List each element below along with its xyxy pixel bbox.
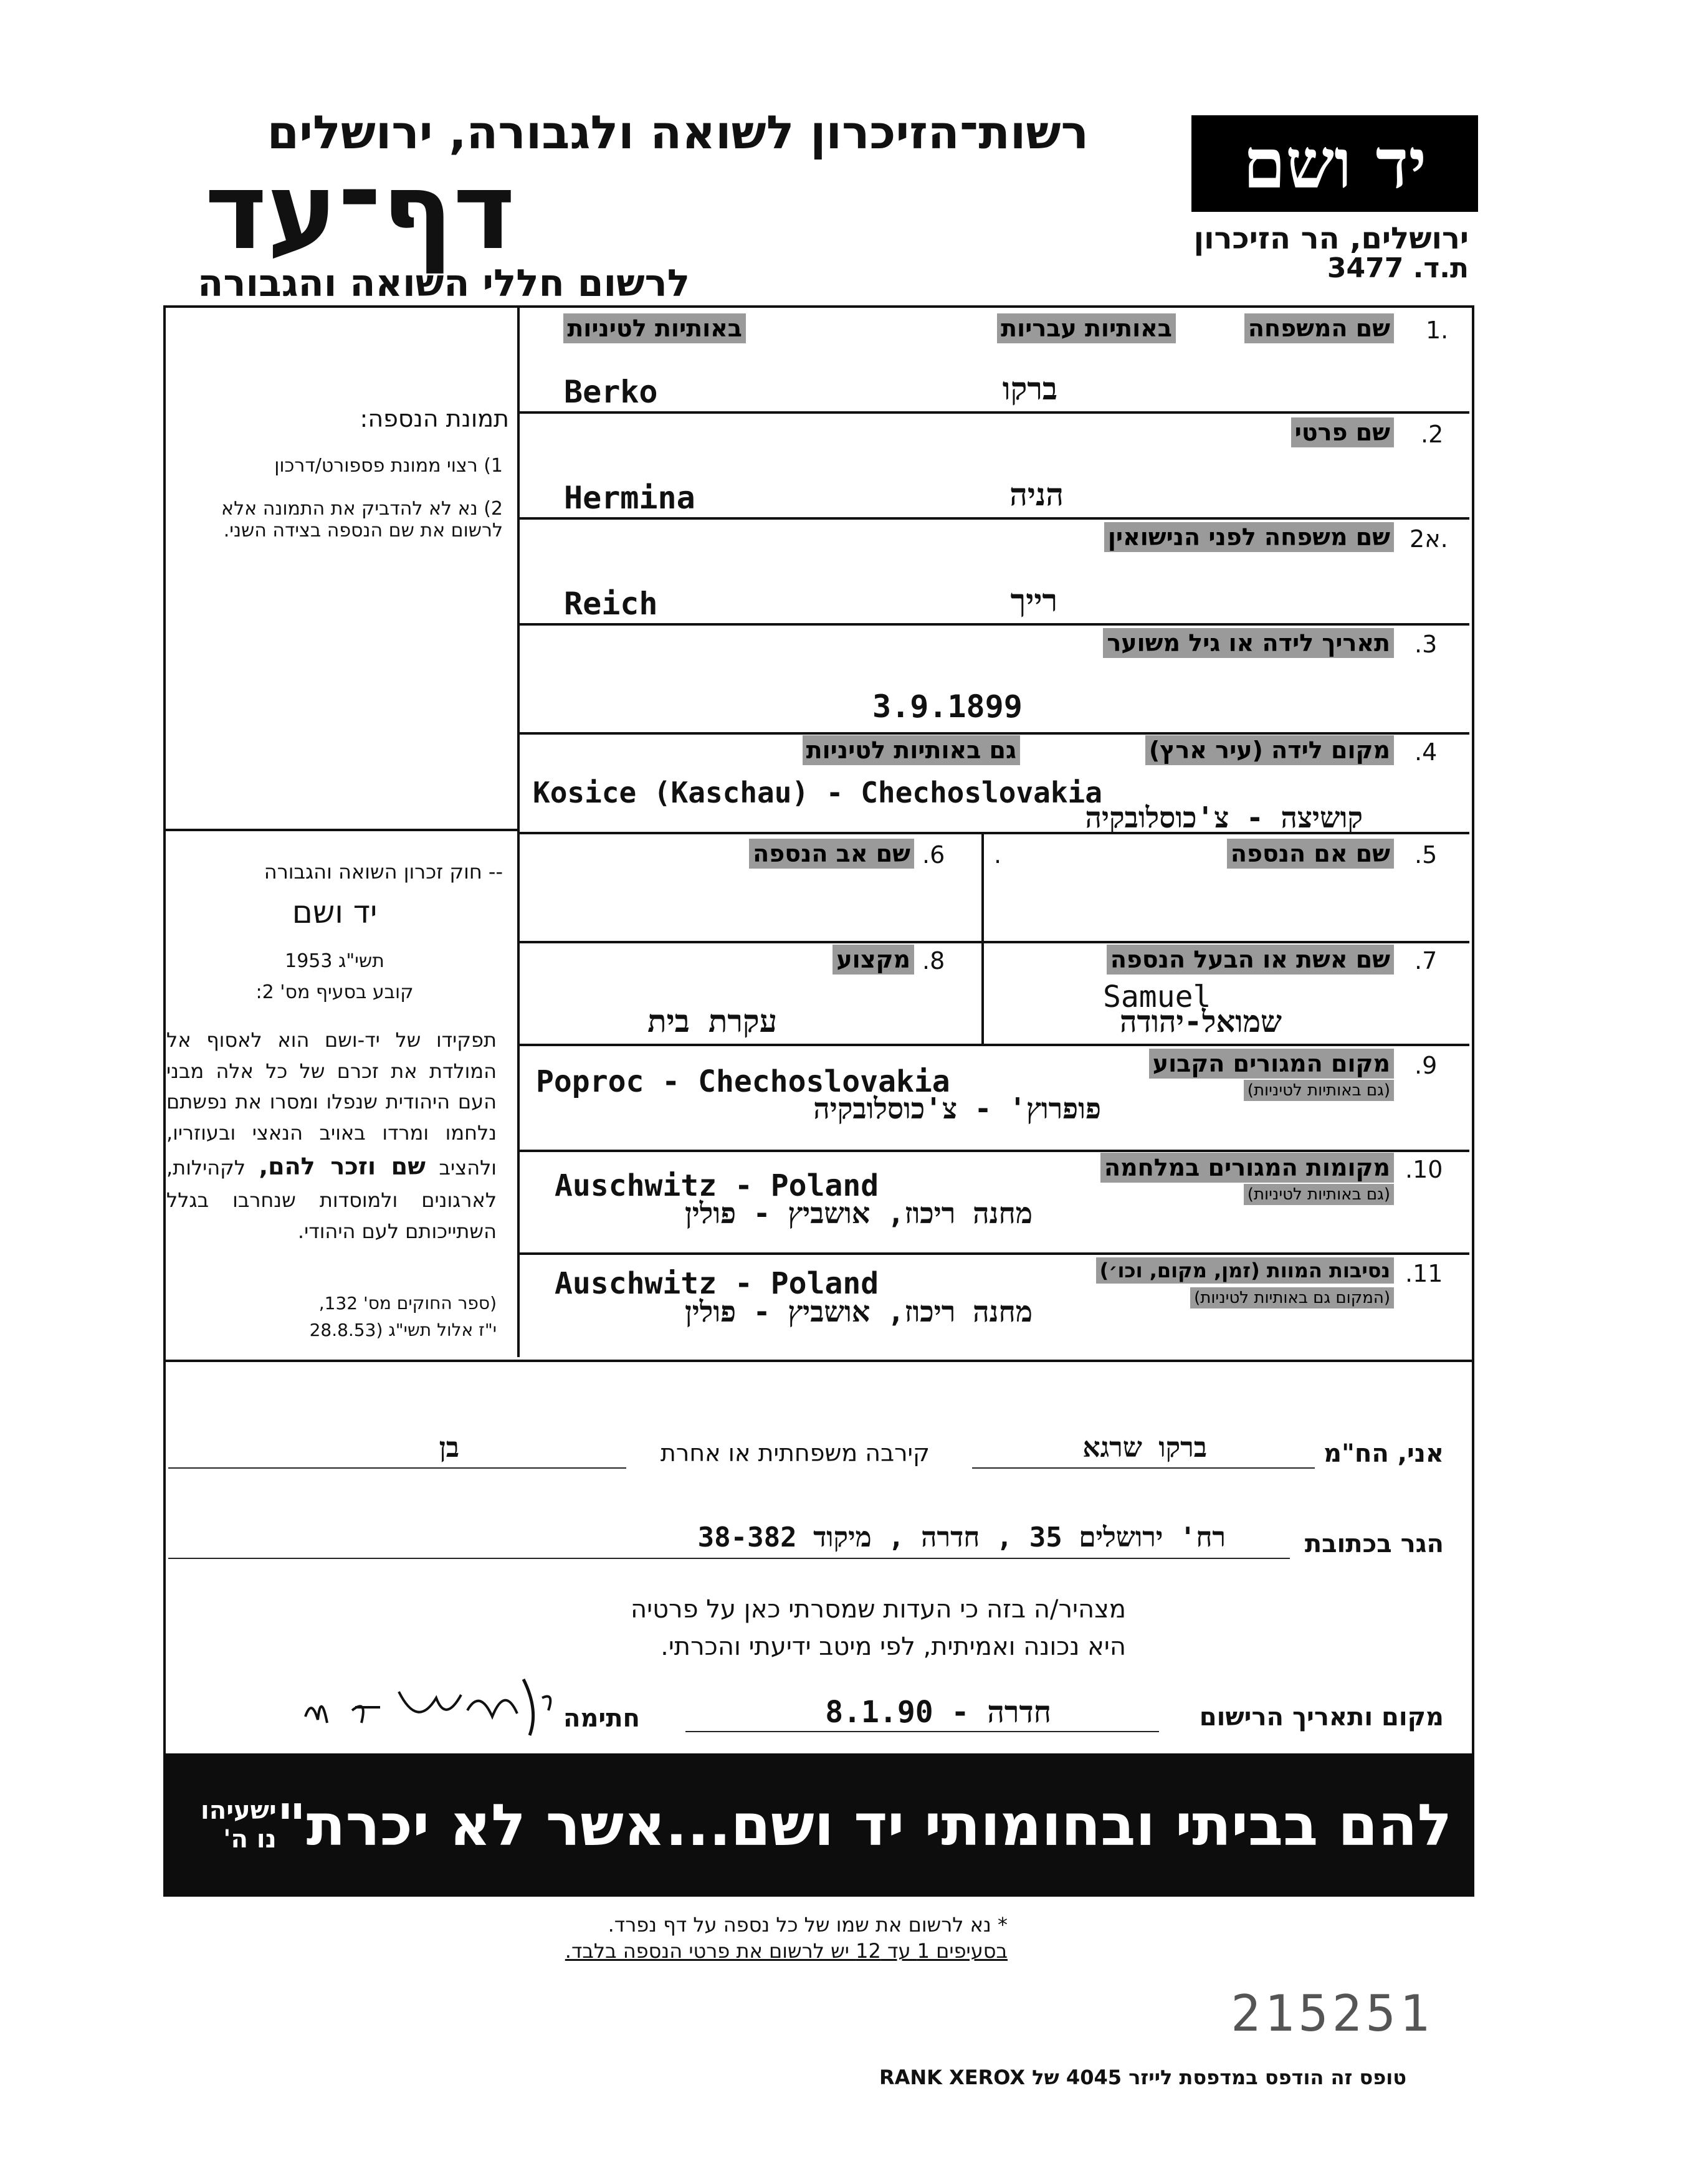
relation-value: בן (439, 1432, 459, 1464)
field-2a-value-hebrew: רייך (1010, 583, 1057, 619)
field-9-sub: (גם באותיות לטיניות) (1244, 1080, 1394, 1101)
row-sep-3 (517, 623, 1469, 626)
law-title: -- חוק זכרון השואה והגבורה (264, 860, 503, 884)
field-4-label-wrap (1145, 736, 1394, 764)
field-1-value-hebrew: ברקו (1002, 371, 1057, 407)
signature-label: חתימה (563, 1704, 640, 1733)
address-value: רח' ירושלים 35 , חדרה , מיקוד 38-382 (697, 1522, 1226, 1553)
logo-address-line2: ת.ד. 3477 (1327, 252, 1469, 284)
field-2a-label: שם משפחה לפני הנישואין (1104, 522, 1394, 552)
law-text-part2: לקהילות, לארגונים ולמוסדות שנחרבו בגלל השתייכותם לעם היהודי. (166, 1156, 497, 1243)
field-2-number: .2 (1421, 421, 1444, 448)
field-11-value-hebrew: מחנה ריכוז, אושביץ - פולין (685, 1295, 1033, 1328)
field-11-number: .11 (1405, 1260, 1443, 1287)
law-text-bold: שם וזכר להם, (259, 1153, 426, 1181)
field-11-sub: (המקום גם באותיות לטיניות) (1190, 1287, 1394, 1308)
field-1-sub-latin-wrap (563, 315, 746, 342)
field-10-label-wrap (1100, 1154, 1394, 1181)
field-1-sub-hebrew: באותיות עבריות (997, 313, 1176, 343)
field-7-value-hebrew: שמואל-יהודה (1119, 1004, 1282, 1039)
field-1-number: 1. (1426, 317, 1449, 344)
field-3-label: תאריך לידה או גיל משוער (1103, 628, 1394, 658)
field-1-value-latin: Berko (564, 374, 658, 410)
field-7-value-latin: Samuel (1103, 980, 1211, 1014)
field-8-value: עקרת בית (647, 1003, 777, 1039)
logo-text: יד ושם (1243, 123, 1427, 204)
field-1-label-wrap (1244, 315, 1394, 342)
field-5-value: . (994, 841, 1002, 869)
field-4-number: .4 (1415, 738, 1438, 766)
field-9-value-latin: Poproc - Chechoslovakia (536, 1064, 950, 1099)
field-10-number: .10 (1405, 1156, 1443, 1183)
law-year: תשי"ג 1953 (285, 950, 384, 972)
printer-note: טופס זה הודפס במדפסת לייזר 4045 של RANK XEROX (879, 2066, 1406, 2089)
row-sep-1 (517, 411, 1469, 414)
field-2-label-wrap (1291, 419, 1394, 446)
field-2a-value-latin: Reich (564, 586, 658, 622)
authority-name: רשות־הזיכרון לשואה ולגבורה, ירושלים (267, 106, 1089, 160)
form-subtitle: לרשום חללי השואה והגבורה (198, 262, 690, 305)
field-7-label-wrap (1107, 946, 1394, 973)
statement-1: מצהיר/ה בזה כי העדות שמסרתי כאן על פרטיה (631, 1595, 1126, 1624)
field-10-label: מקומות המגורים במלחמה (1100, 1153, 1394, 1183)
field-10-sub: (גם באותיות לטיניות) (1244, 1184, 1394, 1205)
place-date-line (685, 1731, 1159, 1732)
field-3-number: .3 (1415, 631, 1438, 658)
field-2a-label-wrap (1104, 523, 1394, 551)
field-9-number: .9 (1415, 1052, 1438, 1079)
mid-divider (981, 832, 984, 1044)
field-1-sub-latin: באותיות לטיניות (563, 313, 746, 343)
field-5-label: שם אם הנספה (1227, 839, 1394, 869)
field-10-value-latin: Auschwitz - Poland (555, 1168, 879, 1203)
logo-address-line1: ירושלים, הר הזיכרון (1193, 221, 1469, 256)
row-sep-9 (517, 1252, 1469, 1255)
law-clause: קובע בסעיף מס' 2: (255, 981, 414, 1003)
row-sep-4 (517, 732, 1469, 735)
field-6-number: .6 (922, 841, 945, 869)
field-2-value-hebrew: הניה (1009, 477, 1064, 513)
field-11-sub-wrap (1190, 1289, 1394, 1307)
declarant-label: אני, הח"מ (1324, 1439, 1444, 1468)
sidebar-hdivider (163, 829, 518, 831)
row-sep-2 (517, 517, 1469, 520)
field-6-label: שם אב הנספה (749, 839, 914, 869)
field-9-label: מקום המגורים הקבוע (1149, 1049, 1394, 1079)
law-name: יד ושם (292, 894, 378, 930)
field-1-label: שם המשפחה (1244, 313, 1394, 343)
field-4-value-latin: Kosice (Kaschau) - Chechoslovakia (533, 776, 1102, 809)
photo-note-1: 1) רצוי ממונת פספורט/דרכון (274, 455, 503, 477)
quote-source: ישעיהו נו ה' (200, 1796, 277, 1854)
signature-mark (293, 1673, 567, 1742)
field-6-label-wrap (749, 840, 914, 867)
address-line (168, 1558, 1290, 1559)
field-4-label: מקום לידה (עיר ארץ) (1145, 735, 1394, 765)
row-sep-6 (517, 941, 1469, 943)
field-3-label-wrap (1103, 629, 1394, 657)
law-text (166, 1025, 497, 1247)
law-ref-2: י"ז אלול תשי"ג (28.8.53 (309, 1320, 497, 1340)
field-11-value-latin: Auschwitz - Poland (555, 1266, 879, 1301)
field-11-label: נסיבות המוות (זמן, מקום, וכו׳) (1096, 1257, 1394, 1284)
sidebar-divider (517, 305, 520, 1357)
field-11-label-wrap (1096, 1259, 1394, 1282)
field-2-label: שם פרטי (1291, 417, 1394, 447)
field-7-label: שם אשת או הבעל הנספה (1107, 945, 1394, 975)
row-sep-8 (517, 1150, 1469, 1152)
place-date-label: מקום ותאריך הרישום (1199, 1703, 1444, 1732)
field-2a-number: 2א. (1410, 525, 1448, 553)
field-8-label-wrap (833, 946, 914, 973)
field-4-sub-wrap (803, 736, 1020, 764)
photo-note-2: 2) נא לא להדביק את התמונה אלא לרשום את שם הנספה בצידה השני. (221, 498, 503, 541)
law-text-part1: תפקידו של יד-ושם הוא לאסוף אל המולדת את זכרם של כל אלה מבני העם היהודית שנפלו ומסרו את נפשתם נלחמו ומרדו באויב הנאצי ובעוזריו, ולהציב (166, 1028, 497, 1180)
footnote-1: * נא לרשום את שמו של כל נספה על דף נפרד. (608, 1913, 1008, 1937)
field-5-number: .5 (1415, 841, 1438, 869)
relation-label: קירבה משפחתית או אחרת (660, 1439, 930, 1467)
declarant-name: ברקו שרגא (1082, 1432, 1207, 1464)
photo-title: תמונת הנספה: (360, 405, 509, 432)
quote-banner (163, 1753, 1708, 1897)
field-9-value-hebrew: פופרוץ' - צ'כוסלובקיה (813, 1092, 1101, 1125)
field-4-sub: גם באותיות לטיניות (803, 735, 1020, 765)
field-8-number: .8 (922, 947, 945, 975)
field-7-number: .7 (1415, 947, 1438, 975)
serial-number: 215251 (1231, 1985, 1433, 2042)
field-10-sub-wrap (1244, 1185, 1394, 1204)
field-9-label-wrap (1149, 1050, 1394, 1077)
statement-2: היא נכונה ואמיתית, לפי מיטב ידיעתי והכרתי. (661, 1633, 1126, 1661)
declarant-name-line (972, 1467, 1315, 1469)
field-4-value-hebrew: קושיצה - צ'כוסלובקיה (1085, 801, 1363, 834)
address-label: הגר בכתובת (1304, 1530, 1444, 1558)
field-5-label-wrap (1227, 840, 1394, 867)
place-date-value: חדרה - 8.1.90 (825, 1695, 1051, 1730)
footnote-2: בסעיפים 1 עד 12 יש לרשום את פרטי הנספה בלבד. (565, 1939, 1008, 1963)
field-8-label: מקצוע (833, 945, 914, 975)
row-sep-7 (517, 1044, 1469, 1046)
law-ref-1: (ספר החוקים מס' 132, (318, 1293, 497, 1313)
field-3-value: 3.9.1899 (872, 689, 1023, 725)
field-10-value-hebrew: מחנה ריכוז, אושביץ - פולין (685, 1196, 1033, 1230)
quote-text: "...ונתתי להם בביתי ובחומותי יד ושם...אשר לא יכרת" (276, 1791, 1708, 1859)
field-9-sub-wrap (1244, 1081, 1394, 1100)
relation-line (168, 1467, 626, 1469)
field-2-value-latin: Hermina (564, 480, 695, 516)
yad-vashem-logo (1191, 115, 1478, 212)
field-1-sub-hebrew-wrap (997, 315, 1176, 342)
form-title: דף־עד (204, 150, 515, 274)
